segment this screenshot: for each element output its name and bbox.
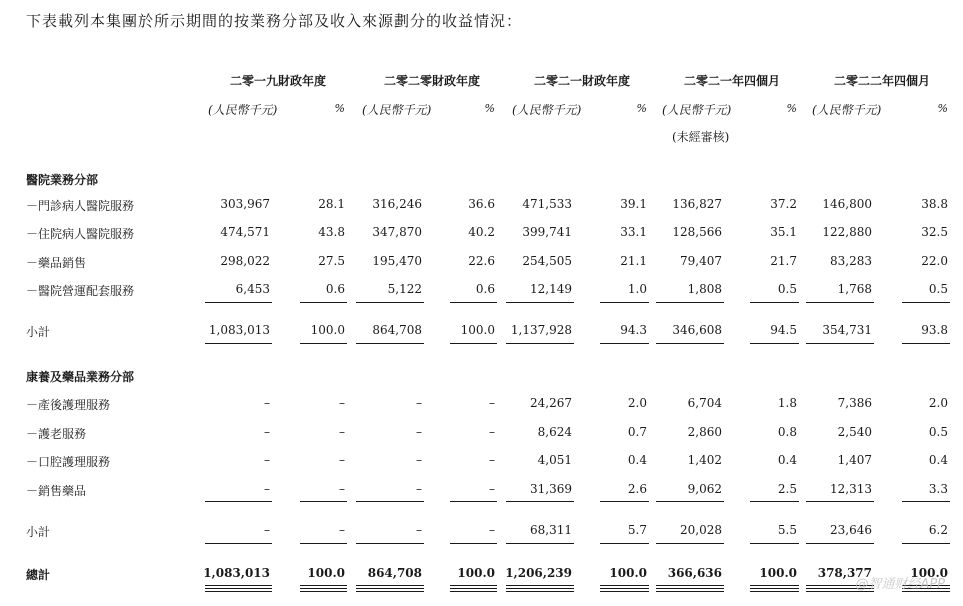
rule-line [656,343,724,344]
double-rule-line [300,585,347,586]
rule-line [902,501,950,502]
table-cell: 43.8 [318,225,345,239]
total-cell: 100.0 [609,566,647,580]
rule-line [356,501,424,502]
double-rule-line [750,591,799,592]
table-cell: 146,800 [822,197,872,211]
table-cell: 1.0 [627,282,647,296]
table-cell: 4,051 [537,453,572,467]
double-rule-line [656,588,724,589]
subtotal-cell: – [489,523,495,537]
intro-text: 下表載列本集團於所示期間的按業務分部及收入來源劃分的收益情況： [26,12,523,30]
table-cell: 38.8 [921,197,948,211]
rule-line [750,302,799,303]
rule-line [656,501,724,502]
rule-line [300,501,347,502]
table-cell: 195,470 [372,254,422,268]
rule-line [750,501,799,502]
table-cell: – [339,425,345,439]
table-cell: 298,022 [220,254,270,268]
double-rule-line [300,588,347,589]
table-cell: – [489,396,495,410]
table-cell: 32.5 [921,225,948,239]
subtotal-cell: 1,083,013 [208,323,270,337]
total-cell: 864,708 [367,566,422,580]
table-cell: 12,313 [830,482,872,496]
column-header-unit: (人民幣千元) [812,103,882,117]
table-cell: 12,149 [530,282,572,296]
column-header-percent: % [334,102,345,115]
rule-line [450,543,497,544]
rule-line [600,343,649,344]
rule-line [300,343,347,344]
double-rule-line [450,588,497,589]
column-header-percent: % [786,102,797,115]
row-label: －住院病人醫院服務 [26,227,135,241]
table-cell: – [416,482,422,496]
rule-line [902,302,950,303]
subtotal-cell: 5.5 [777,523,797,537]
total-cell: 366,636 [667,566,722,580]
rule-line [600,543,649,544]
row-label: －護老服務 [26,427,87,441]
rule-line [356,543,424,544]
table-cell: 0.4 [777,453,797,467]
subtotal-cell: 6.2 [928,523,948,537]
row-label: －藥品銷售 [26,256,87,270]
double-rule-line [506,591,574,592]
rule-line [806,543,874,544]
table-cell: – [339,453,345,467]
row-label: －產後護理服務 [26,398,111,412]
table-cell: 79,407 [680,254,722,268]
total-cell: 100.0 [457,566,495,580]
row-label: －口腔護理服務 [26,455,111,469]
table-cell: 22.0 [921,254,948,268]
subtotal-cell: 20,028 [680,523,722,537]
table-cell: 36.6 [468,197,495,211]
table-cell: – [416,425,422,439]
table-cell: 21.7 [770,254,797,268]
table-cell: 8,624 [537,425,572,439]
table-cell: 0.5 [928,425,948,439]
subtotal-cell: 23,646 [830,523,872,537]
subtotal-cell: 93.8 [921,323,948,337]
table-cell: 2.6 [627,482,647,496]
column-header-period: 二零一九財政年度 [229,74,326,88]
table-cell: 2.0 [928,396,948,410]
double-rule-line [750,588,799,589]
table-cell: – [339,482,345,496]
double-rule-line [205,588,272,589]
subtotal-cell: – [339,523,345,537]
table-cell: 347,870 [372,225,422,239]
double-rule-line [600,585,649,586]
table-cell: – [264,425,270,439]
rule-line [205,302,272,303]
table-cell: 2,860 [687,425,722,439]
double-rule-line [356,585,424,586]
table-cell: 0.8 [777,425,797,439]
subtotal-cell: 346,608 [672,323,722,337]
rule-line [205,501,272,502]
rule-line [806,501,874,502]
table-cell: 1,808 [687,282,722,296]
table-cell: 136,827 [672,197,722,211]
table-cell: – [339,396,345,410]
column-header-unit: (人民幣千元) [362,103,432,117]
table-cell: – [489,453,495,467]
total-cell: 100.0 [307,566,345,580]
double-rule-line [450,591,497,592]
double-rule-line [205,585,272,586]
table-cell: 0.7 [627,425,647,439]
table-cell: 316,246 [372,197,422,211]
table-cell: 83,283 [830,254,872,268]
subtotal-cell: 5.7 [627,523,647,537]
rule-line [750,543,799,544]
subtotal-cell: 100.0 [460,323,495,337]
table-cell: 122,880 [822,225,872,239]
table-cell: 28.1 [318,197,345,211]
table-cell: 1,407 [837,453,872,467]
table-cell: – [264,482,270,496]
table-cell: 37.2 [770,197,797,211]
double-rule-line [356,588,424,589]
subtotal-cell: 354,731 [822,323,872,337]
column-header-percent: % [636,102,647,115]
table-cell: 22.6 [468,254,495,268]
section-title: 康養及藥品業務分部 [26,370,135,384]
total-cell: 1,206,239 [505,566,572,580]
double-rule-line [450,585,497,586]
subtotal-label: 小計 [26,325,51,339]
subtotal-cell: 94.5 [770,323,797,337]
table-cell: 24,267 [530,396,572,410]
double-rule-line [750,585,799,586]
double-rule-line [300,591,347,592]
row-label: －門診病人醫院服務 [26,199,135,213]
table-cell: – [416,453,422,467]
rule-line [356,302,424,303]
rule-line [300,302,347,303]
rule-line [506,501,574,502]
table-cell: 303,967 [220,197,270,211]
column-header-period: 二零二一年四個月 [683,74,780,88]
table-cell: 2,540 [837,425,872,439]
column-header-period: 二零二零財政年度 [383,74,480,88]
subtotal-cell: – [416,523,422,537]
column-header-period: 二零二二年四個月 [833,74,930,88]
total-cell: 100.0 [759,566,797,580]
rule-line [600,501,649,502]
table-cell: 0.6 [325,282,345,296]
double-rule-line [600,591,649,592]
column-header-percent: % [937,102,948,115]
subtotal-cell: 68,311 [530,523,572,537]
total-cell: 378,377 [817,566,872,580]
table-cell: 399,741 [522,225,572,239]
total-cell: 100.0 [910,566,948,580]
total-label: 總計 [26,568,51,582]
subtotal-cell: 1,137,928 [510,323,572,337]
table-cell: – [489,482,495,496]
table-cell: 1,768 [837,282,872,296]
rule-line [806,343,874,344]
subtotal-cell: 864,708 [372,323,422,337]
table-cell: 2.0 [627,396,647,410]
table-cell: 0.5 [928,282,948,296]
table-cell: 33.1 [620,225,647,239]
rule-line [205,543,272,544]
double-rule-line [656,585,724,586]
table-cell: 0.4 [928,453,948,467]
table-cell: 39.1 [620,197,647,211]
table-cell: 9,062 [687,482,722,496]
column-header-period: 二零二一財政年度 [533,74,630,88]
column-header-unit: (人民幣千元) [662,103,732,117]
rule-line [506,543,574,544]
table-cell: 40.2 [468,225,495,239]
table-cell: 1,402 [687,453,722,467]
rule-line [356,343,424,344]
column-header-percent: % [484,102,495,115]
table-cell: 21.1 [620,254,647,268]
table-cell: 6,704 [687,396,722,410]
rule-line [450,302,497,303]
watermark: @智通财经APP [855,577,945,592]
rule-line [450,501,497,502]
rule-line [300,543,347,544]
rule-line [600,302,649,303]
table-cell: 1.8 [777,396,797,410]
column-header-unit: (人民幣千元) [208,103,278,117]
table-cell: 7,386 [837,396,872,410]
rule-line [450,343,497,344]
rule-line [506,302,574,303]
table-cell: – [489,425,495,439]
subtotal-cell: 94.3 [620,323,647,337]
column-header-unit: (人民幣千元) [512,103,582,117]
double-rule-line [656,591,724,592]
rule-line [902,543,950,544]
double-rule-line [506,588,574,589]
table-cell: 474,571 [220,225,270,239]
table-cell: 471,533 [522,197,572,211]
table-cell: – [416,396,422,410]
rule-line [656,543,724,544]
rule-line [806,302,874,303]
table-cell: 128,566 [672,225,722,239]
table-cell: 0.6 [475,282,495,296]
table-cell: 31,369 [530,482,572,496]
subtotal-cell: – [264,523,270,537]
rule-line [205,343,272,344]
rule-line [506,343,574,344]
double-rule-line [600,588,649,589]
double-rule-line [205,591,272,592]
subtotal-cell: 100.0 [310,323,345,337]
double-rule-line [506,585,574,586]
table-cell: 3.3 [928,482,948,496]
table-cell: – [264,453,270,467]
row-label: －銷售藥品 [26,484,87,498]
table-cell: 254,505 [522,254,572,268]
rule-line [902,343,950,344]
rule-line [656,302,724,303]
table-cell: 6,453 [235,282,270,296]
table-cell: 27.5 [318,254,345,268]
rule-line [750,343,799,344]
column-header-note: (未經審核) [672,130,730,144]
table-cell: 0.5 [777,282,797,296]
table-cell: – [264,396,270,410]
table-cell: 5,122 [387,282,422,296]
total-cell: 1,083,013 [203,566,270,580]
table-cell: 0.4 [627,453,647,467]
double-rule-line [356,591,424,592]
table-cell: 35.1 [770,225,797,239]
subtotal-label: 小計 [26,525,51,539]
row-label: －醫院營運配套服務 [26,284,135,298]
section-title: 醫院業務分部 [26,173,99,187]
table-cell: 2.5 [777,482,797,496]
